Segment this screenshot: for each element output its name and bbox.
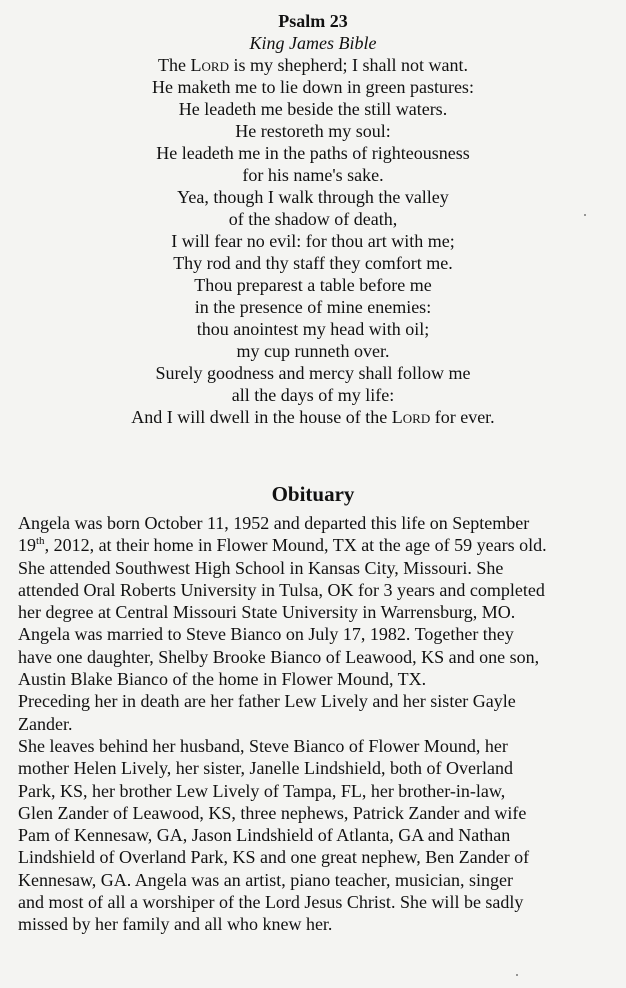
scan-speck: [516, 974, 518, 976]
psalm-line: [0, 252, 626, 274]
psalm-text: I will fear no evil: for thou art with me;: [171, 231, 455, 251]
obituary-line: have one daughter, Shelby Brooke Bianco of Leawood, KS and one son,: [18, 646, 540, 667]
psalm-source: King James Bible: [249, 33, 377, 53]
psalm-text: for his name's sake.: [242, 165, 384, 185]
psalm-line: [0, 54, 626, 76]
psalm-line: [0, 384, 626, 406]
obituary-line: and most of all a worshiper of the Lord Jesus Christ. She will be sadly: [18, 892, 524, 913]
obituary-line: She attended Southwest High School in Kansas City, Missouri. She: [18, 557, 504, 578]
obituary-line: Zander.: [18, 713, 73, 734]
obituary-date-suffix: th: [36, 535, 45, 548]
psalm-text: is my shepherd; I shall not want.: [228, 55, 468, 75]
psalm-text: Yea, though I walk through the valley: [177, 187, 449, 207]
psalm-text: in the presence of mine enemies:: [194, 297, 432, 317]
psalm-line: [0, 164, 626, 186]
obituary-line: missed by her family and all who knew her.: [18, 914, 333, 935]
psalm-line: [0, 274, 626, 296]
psalm-line: [0, 362, 626, 384]
psalm-text: all the days of my life:: [231, 385, 395, 405]
psalm-verses: [0, 54, 626, 428]
psalm-line: [0, 406, 626, 428]
psalm-text: Thou preparest a table before me: [194, 275, 432, 295]
psalm-line: [0, 98, 626, 120]
obituary-date-rest: , 2012, at their home in Flower Mound, TX at the age of 59 years old.: [44, 535, 547, 556]
psalm-line: [0, 76, 626, 98]
obituary-line: Park, KS, her brother Lew Lively of Tampa, FL, her brother-in-law,: [18, 780, 506, 801]
psalm-line: [0, 186, 626, 208]
psalm-text: The: [158, 55, 191, 75]
psalm-text: He restoreth my soul:: [235, 121, 391, 141]
obituary-line: Angela was born October 11, 1952 and departed this life on September: [18, 513, 530, 533]
psalm-text: He maketh me to lie down in green pastures:: [152, 77, 474, 97]
obituary-heading: Obituary: [271, 482, 355, 506]
psalm-line: [0, 318, 626, 340]
obituary-line: Austin Blake Bianco of the home in Flower Mound, TX.: [18, 669, 427, 690]
psalm-line: [0, 120, 626, 142]
psalm-lord-smallcaps: Lord: [190, 55, 229, 75]
obituary-line: Pam of Kennesaw, GA, Jason Lindshield of Atlanta, GA and Nathan: [18, 825, 511, 846]
psalm-text: He leadeth me beside the still waters.: [178, 99, 448, 119]
psalm-line: [0, 296, 626, 318]
psalm-line: [0, 208, 626, 230]
psalm-line: [0, 142, 626, 164]
psalm-text: He leadeth me in the paths of righteousness: [156, 143, 470, 163]
obituary-date-day: 19: [18, 535, 36, 556]
obituary-line: [18, 534, 618, 556]
psalm-text: Surely goodness and mercy shall follow me: [155, 363, 471, 383]
obituary-line: She leaves behind her husband, Steve Bianco of Flower Mound, her: [18, 735, 508, 756]
psalm-text: of the shadow of death,: [228, 209, 398, 229]
obituary-body: [18, 512, 618, 936]
obituary-line: Angela was married to Steve Bianco on July 17, 1982. Together they: [18, 624, 514, 645]
psalm-text: And I will dwell in the house of the: [131, 407, 392, 427]
psalm-section: [0, 10, 626, 428]
psalm-text: Thy rod and thy staff they comfort me.: [173, 253, 453, 273]
scan-speck: [584, 214, 586, 216]
psalm-line: [0, 230, 626, 252]
obituary-line: Preceding her in death are her father Lew Lively and her sister Gayle: [18, 691, 516, 712]
obituary-line: mother Helen Lively, her sister, Janelle Lindshield, both of Overland: [18, 758, 513, 779]
psalm-lord-smallcaps: Lord: [391, 407, 431, 427]
psalm-title: Psalm 23: [278, 11, 348, 31]
psalm-line: [0, 340, 626, 362]
psalm-text: thou anointest my head with oil;: [196, 319, 430, 339]
obituary-line: Lindshield of Overland Park, KS and one great nephew, Ben Zander of: [18, 847, 530, 868]
psalm-text: my cup runneth over.: [236, 341, 390, 361]
obituary-line: attended Oral Roberts University in Tulsa, OK for 3 years and completed: [18, 579, 545, 600]
psalm-text: for ever.: [430, 407, 495, 427]
obituary-paragraph: [18, 557, 618, 936]
obituary-line: Kennesaw, GA. Angela was an artist, piano teacher, musician, singer: [18, 869, 513, 890]
obituary-line: her degree at Central Missouri State University in Warrensburg, MO.: [18, 602, 516, 623]
obituary-line: Glen Zander of Leawood, KS, three nephews, Patrick Zander and wife: [18, 802, 527, 823]
